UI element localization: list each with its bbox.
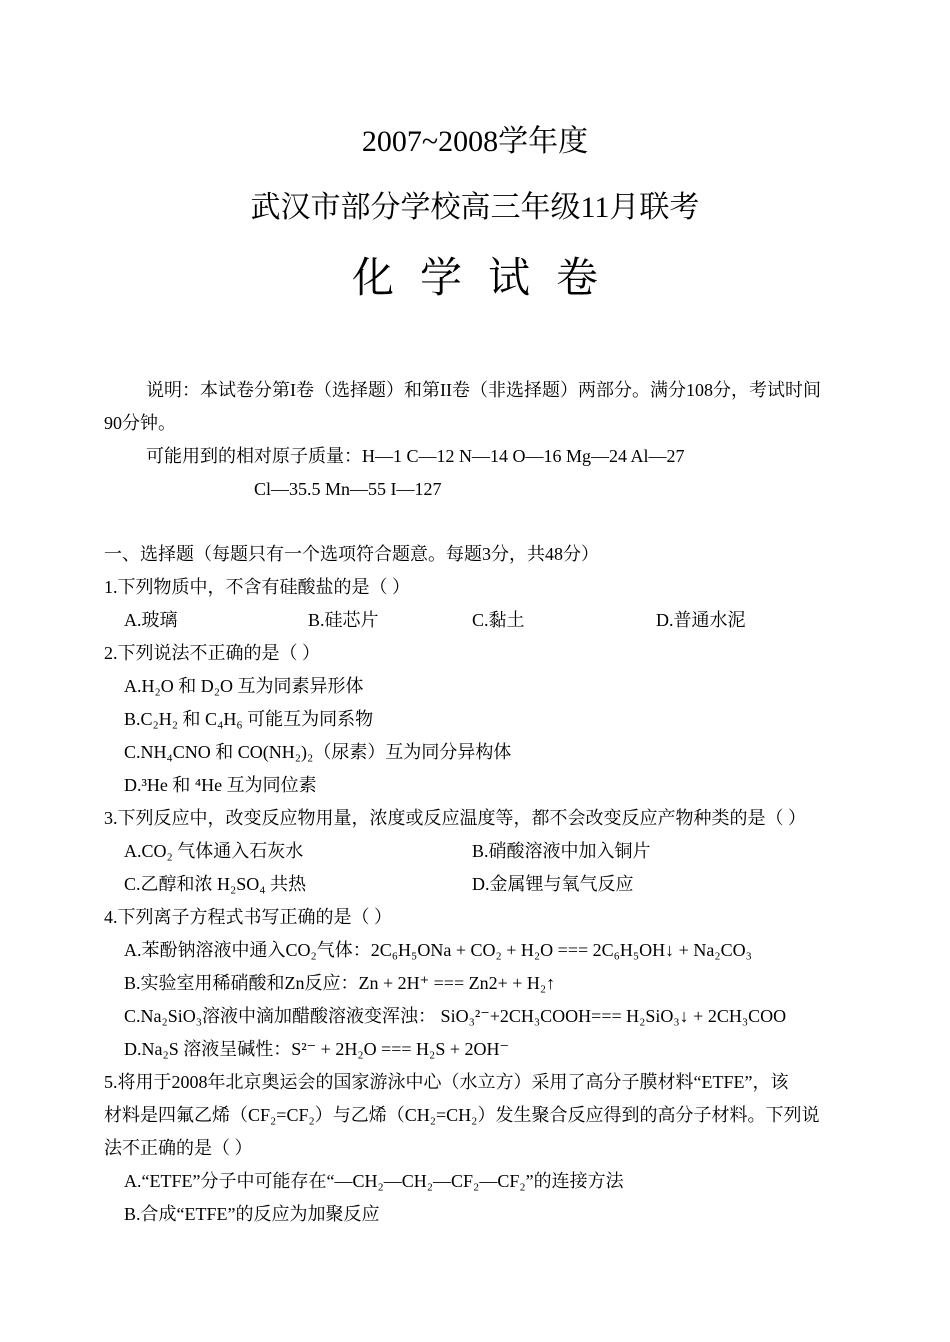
question-4-option-d: D.Na₂S 溶液呈碱性：S²⁻ + 2H₂O === H₂S + 2OH⁻ <box>124 1039 509 1059</box>
instructions-line-1: 说明：本试卷分第I卷（选择题）和第II卷（非选择题）两部分。满分108分，考试时间 <box>146 380 821 400</box>
exam-year-title: 2007~2008学年度 <box>361 125 589 158</box>
section-heading: 一、选择题（每题只有一个选项符合题意。每题3分，共48分） <box>104 544 599 564</box>
question-1-option-b: B.硅芯片 <box>308 610 379 630</box>
question-1-option-a: A.玻璃 <box>124 610 178 630</box>
question-3-stem: 3.下列反应中，改变反应物用量，浓度或反应温度等，都不会改变反应产物种类的是（ ） <box>104 808 806 828</box>
question-3-option-a: A.CO₂ 气体通入石灰水 <box>124 841 304 861</box>
question-3-option-b: B.硝酸溶液中加入铜片 <box>472 841 651 861</box>
question-1-option-d: D.普通水泥 <box>656 610 746 630</box>
question-5-stem-line-1: 5.将用于2008年北京奥运会的国家游泳中心（水立方）采用了高分子膜材料“ETFE”，该 <box>104 1072 789 1092</box>
question-4-option-a: A.苯酚钠溶液中通入CO₂气体：2C₆H₅ONa + CO₂ + H₂O === 2C₆H₅OH↓ + Na₂CO₃ <box>124 940 752 960</box>
exam-name-title: 武汉市部分学校高三年级11月联考 <box>250 191 700 224</box>
question-2-option-b: B.C₂H₂ 和 C₄H₆ 可能互为同系物 <box>124 709 374 729</box>
question-5-option-a: A.“ETFE”分子中可能存在“—CH₂—CH₂—CF₂—CF₂”的连接方法 <box>124 1171 624 1191</box>
question-5-option-b: B.合成“ETFE”的反应为加聚反应 <box>124 1204 380 1224</box>
question-5-stem-line-2: 材料是四氟乙烯（CF₂=CF₂）与乙烯（CH₂=CH₂）发生聚合反应得到的高分子材料。下列说 <box>104 1105 820 1125</box>
question-2-stem: 2.下列说法不正确的是（ ） <box>104 643 320 663</box>
question-4-stem: 4.下列离子方程式书写正确的是（ ） <box>104 907 392 927</box>
atomic-masses-line-1: 可能用到的相对原子质量：H—1 C—12 N—14 O—16 Mg—24 Al—27 <box>146 446 685 466</box>
instructions-line-2: 90分钟。 <box>104 413 176 433</box>
atomic-masses-line-2: Cl—35.5 Mn—55 I—127 <box>254 479 442 499</box>
question-3-option-c: C.乙醇和浓 H₂SO₄ 共热 <box>124 874 307 894</box>
question-1-option-c: C.黏土 <box>472 610 525 630</box>
question-2-option-c: C.NH₄CNO 和 CO(NH₂)₂（尿素）互为同分异构体 <box>124 742 512 762</box>
question-2-option-d: D.³He 和 ⁴He 互为同位素 <box>124 775 317 795</box>
question-1-stem: 1.下列物质中，不含有硅酸盐的是（ ） <box>104 577 410 597</box>
subject-title: 化学试卷 <box>351 256 624 302</box>
question-5-stem-line-3: 法不正确的是（ ） <box>104 1138 253 1158</box>
question-2-option-a: A.H₂O 和 D₂O 互为同素异形体 <box>124 676 364 696</box>
question-3-option-d: D.金属锂与氧气反应 <box>472 874 634 894</box>
question-4-option-b: B.实验室用稀硝酸和Zn反应：Zn + 2H⁺ === Zn2+ + H₂↑ <box>124 973 556 993</box>
question-4-option-c: C.Na₂SiO₃溶液中滴加醋酸溶液变浑浊： SiO₃²⁻+2CH₃COOH=== H₂SiO₃↓ + 2CH₃COO <box>124 1006 787 1026</box>
